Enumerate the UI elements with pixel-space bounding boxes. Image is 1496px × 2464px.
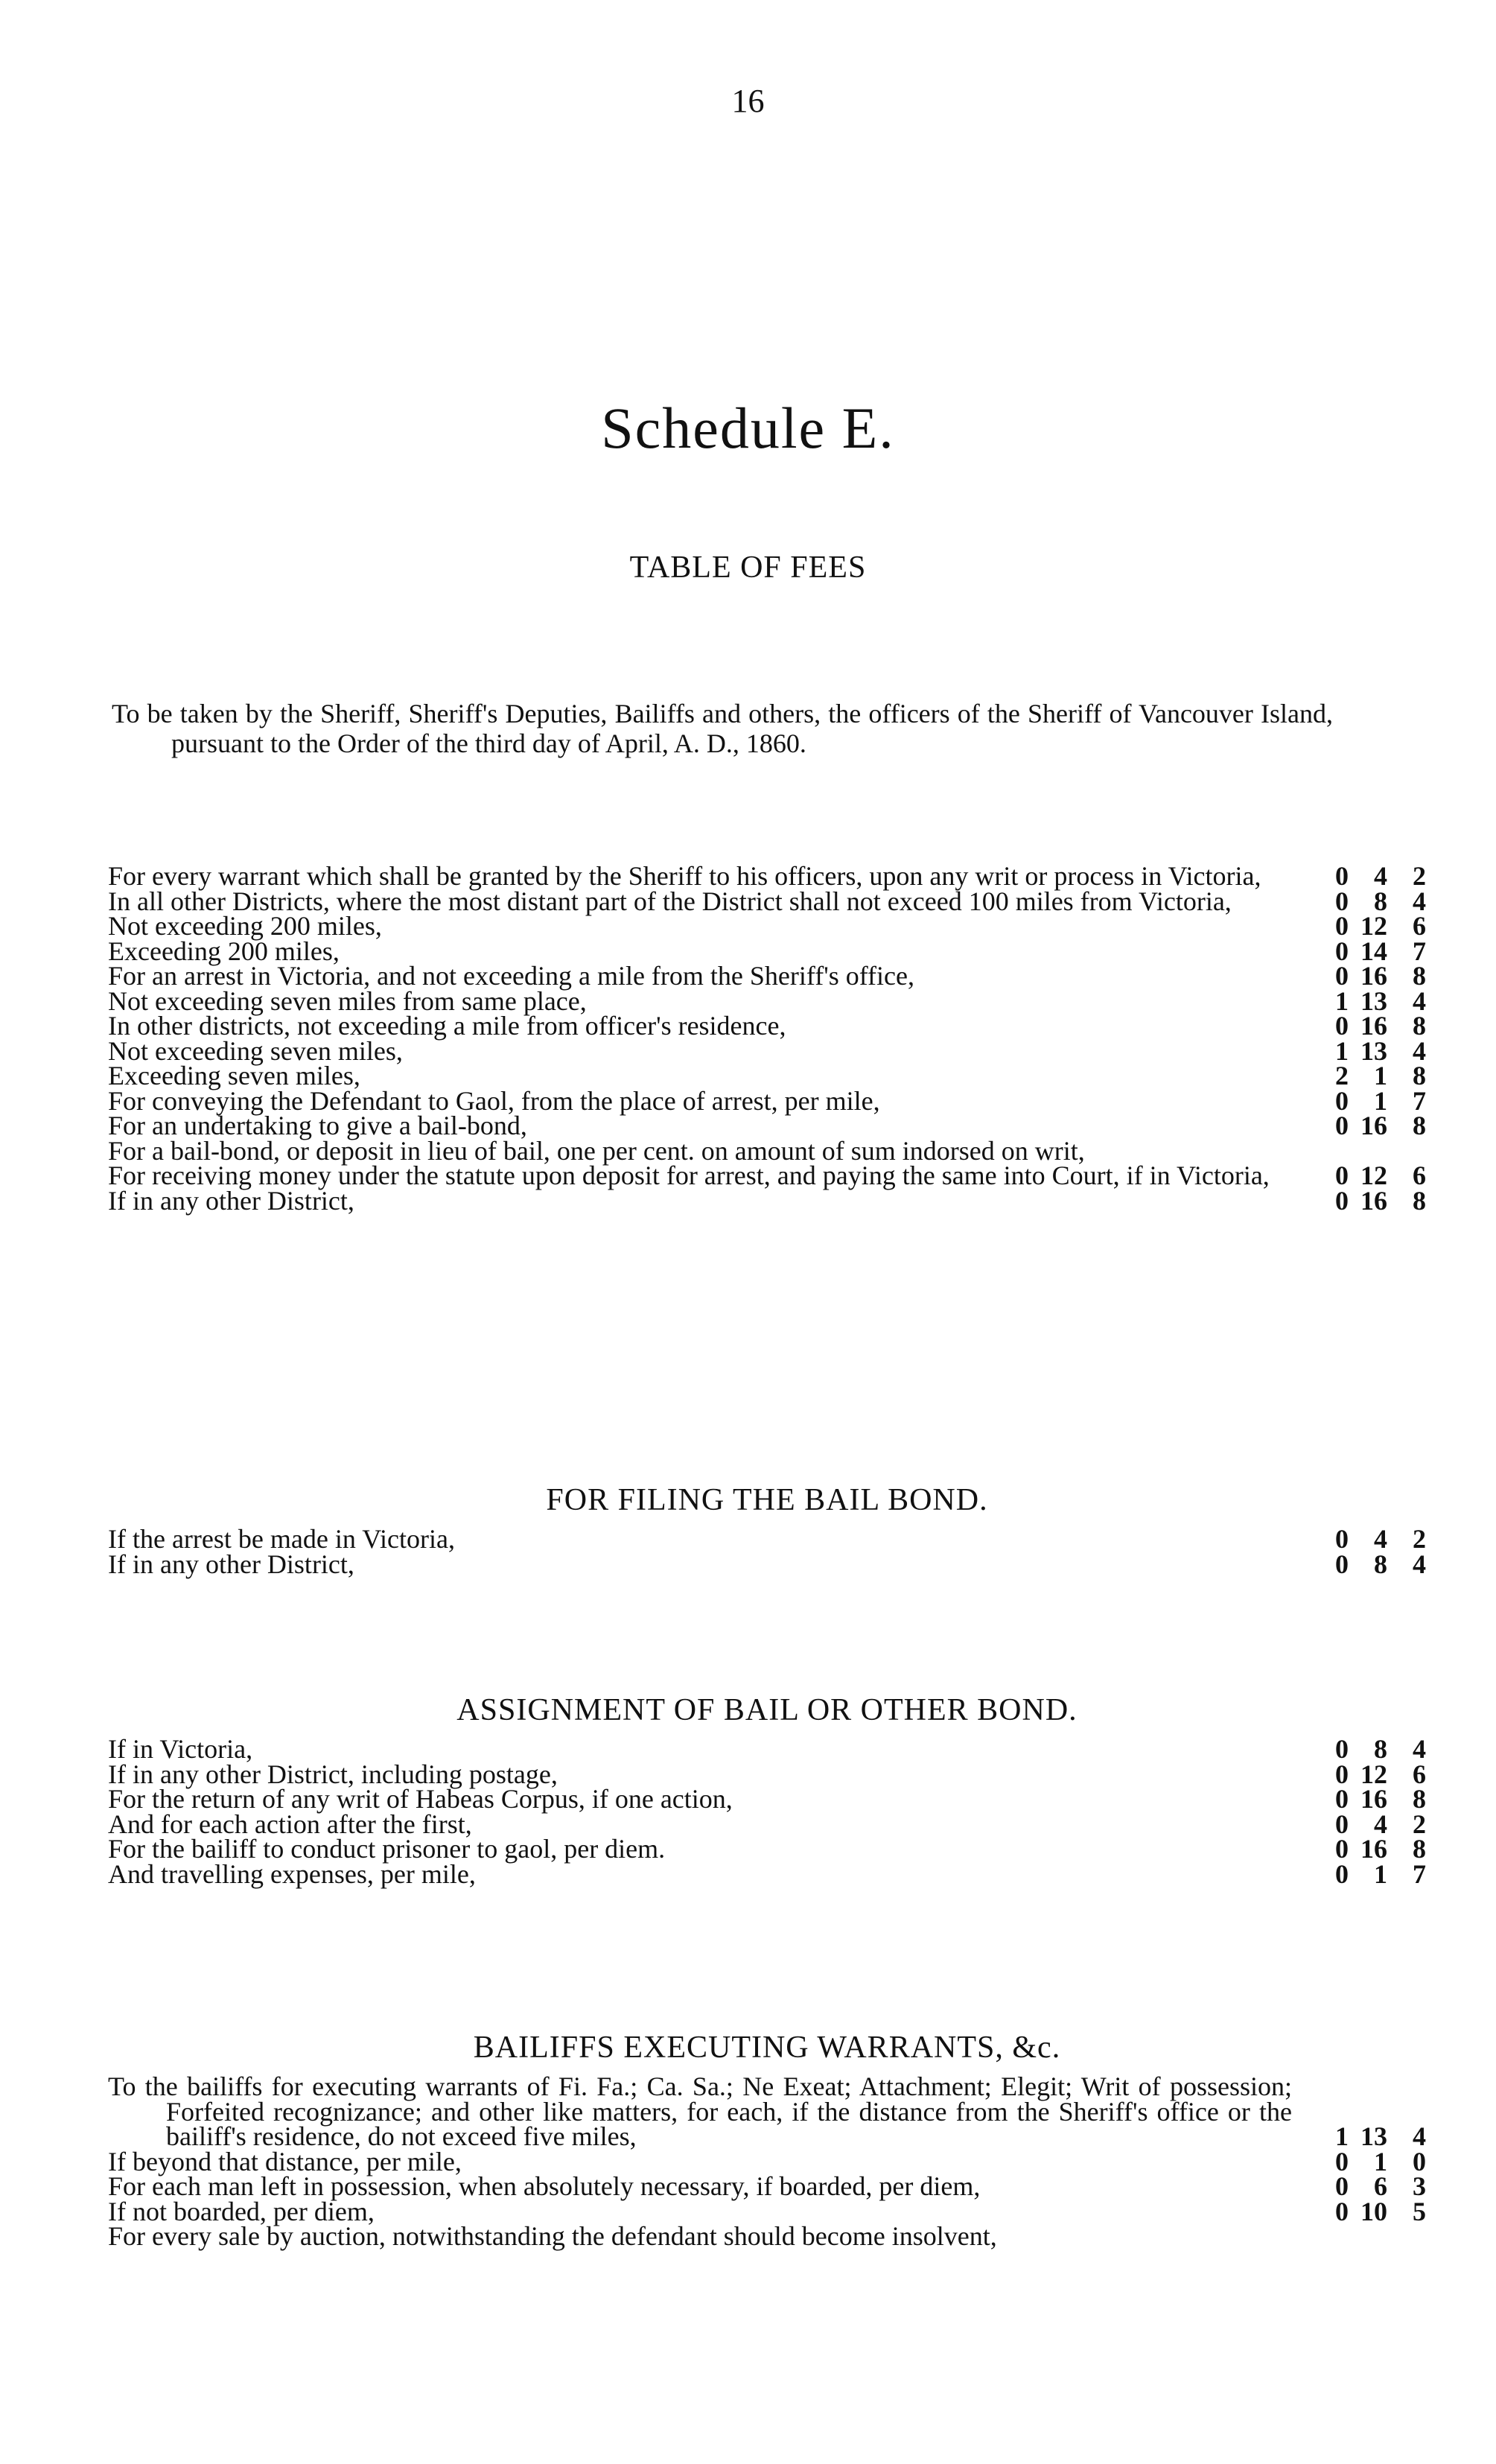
fee-pence: 4 — [1413, 1734, 1426, 1764]
fee-description: For the return of any writ of Habeas Corpus, if one action, — [108, 1784, 733, 1814]
fee-pounds: 1 — [1335, 1035, 1349, 1066]
fee-pence: 7 — [1413, 936, 1426, 966]
fee-description: For the bailiff to conduct prisoner to gaol, per diem. — [108, 1834, 666, 1864]
fee-description: And for each action after the first, — [108, 1809, 472, 1839]
fee-description: For each man left in possession, when absolutely necessary, if boarded, per diem, — [108, 2171, 981, 2201]
fee-pounds: 0 — [1335, 1784, 1349, 1814]
fee-shillings: 12 — [1360, 1160, 1387, 1190]
fee-pence: 4 — [1413, 985, 1426, 1016]
fee-row — [108, 861, 1426, 891]
fee-description: To the bailiffs for executing warrants of Fi. Fa.; Ca. Sa.; Ne Exeat; Attachment; Elegit; Writ of possession; Forfeited recognizance; and other like matters, for each, if the distance from the Sheriff's office or the bailiff's residence, do not exceed five miles, — [108, 2071, 1292, 2151]
fee-shillings: 12 — [1360, 911, 1387, 941]
fee-shillings: 16 — [1360, 961, 1387, 991]
fee-amount — [1292, 2196, 1426, 2226]
fee-amount — [1292, 886, 1426, 916]
fee-row — [108, 1834, 1426, 1864]
fee-amount — [1292, 2171, 1426, 2201]
fee-shillings: 4 — [1374, 861, 1387, 891]
fees-section-bail-bond — [108, 1482, 1426, 1577]
fee-amount — [1292, 1061, 1426, 1090]
fee-row — [108, 2071, 1426, 2151]
fee-description: In other districts, not exceeding a mile from officer's residence, — [108, 1011, 786, 1041]
fee-amount — [1292, 1524, 1426, 1554]
section-heading: BAILIFFS EXECUTING WARRANTS, &c. — [473, 2030, 1061, 2065]
fee-shillings: 1 — [1374, 1858, 1387, 1889]
fee-shillings: 13 — [1360, 2121, 1387, 2151]
fee-pounds: 0 — [1335, 861, 1349, 891]
fee-amount — [1292, 1734, 1426, 1764]
fee-shillings: 1 — [1374, 2146, 1387, 2176]
fee-pence: 8 — [1413, 1834, 1426, 1864]
fee-pence: 8 — [1413, 1061, 1426, 1090]
fee-shillings: 8 — [1374, 1734, 1387, 1764]
fee-pounds: 0 — [1335, 1185, 1349, 1216]
fee-amount — [1292, 1111, 1426, 1140]
fee-row — [108, 886, 1426, 916]
fee-pounds: 0 — [1335, 1549, 1349, 1579]
fee-row — [108, 2171, 1426, 2201]
fee-pounds: 0 — [1335, 936, 1349, 966]
fee-rows — [108, 1734, 1426, 1889]
fee-pence: 3 — [1413, 2171, 1426, 2201]
fee-row — [108, 1085, 1426, 1116]
fee-row — [108, 1185, 1426, 1216]
fee-pence: 8 — [1413, 961, 1426, 991]
fee-shillings: 4 — [1374, 1524, 1387, 1554]
fee-pounds: 0 — [1335, 1160, 1349, 1190]
fee-pence: 8 — [1413, 1185, 1426, 1216]
fee-description: If not boarded, per diem, — [108, 2196, 375, 2226]
fee-pounds: 0 — [1335, 1759, 1349, 1789]
fee-amount — [1292, 1784, 1426, 1814]
fee-pence: 0 — [1413, 2146, 1426, 2176]
fee-shillings: 4 — [1374, 1809, 1387, 1839]
fee-pounds: 0 — [1335, 1858, 1349, 1889]
fee-pence: 4 — [1413, 2121, 1426, 2151]
fee-description: If beyond that distance, per mile, — [108, 2146, 462, 2176]
fee-row — [108, 961, 1426, 991]
fee-shillings: 13 — [1360, 985, 1387, 1016]
fee-description: For a bail-bond, or deposit in lieu of bail, one per cent. on amount of sum indorsed on writ, — [108, 1135, 1085, 1166]
fee-description: For an arrest in Victoria, and not exceeding a mile from the Sheriff's office, — [108, 961, 914, 991]
fee-row — [108, 1858, 1426, 1889]
fee-pounds: 1 — [1335, 2121, 1349, 2151]
fee-shillings: 1 — [1374, 1085, 1387, 1116]
fees-section-bailiffs — [108, 2030, 1426, 2249]
fee-pence: 2 — [1413, 861, 1426, 891]
fee-amount — [1292, 1085, 1426, 1116]
fee-pounds: 0 — [1335, 1809, 1349, 1839]
fee-shillings: 16 — [1360, 1011, 1387, 1041]
fee-amount — [1292, 861, 1426, 891]
fee-row — [108, 1734, 1426, 1764]
fee-row — [108, 1035, 1426, 1066]
fee-row — [108, 1759, 1426, 1789]
fee-description: If in Victoria, — [108, 1734, 253, 1764]
fee-row — [108, 1809, 1426, 1839]
fee-amount — [1292, 1858, 1426, 1889]
fee-row — [108, 1135, 1426, 1166]
fee-row — [108, 2146, 1426, 2176]
fee-description: If in any other District, — [108, 1185, 354, 1216]
fee-shillings: 14 — [1360, 936, 1387, 966]
fee-pence: 2 — [1413, 1809, 1426, 1839]
fee-pounds: 0 — [1335, 2171, 1349, 2201]
page-number: 16 — [731, 83, 765, 119]
fee-row — [108, 1524, 1426, 1554]
fee-rows — [108, 1524, 1426, 1579]
fee-pounds: 0 — [1335, 2196, 1349, 2226]
fee-amount — [1292, 1035, 1426, 1066]
fee-pounds: 0 — [1335, 1085, 1349, 1116]
fee-row — [108, 1160, 1426, 1190]
fee-description: Exceeding 200 miles, — [108, 936, 340, 966]
fee-amount — [1292, 1185, 1426, 1216]
fee-description: For conveying the Defendant to Gaol, from the place of arrest, per mile, — [108, 1085, 880, 1116]
fee-amount — [1292, 1759, 1426, 1789]
fee-pounds: 0 — [1335, 1111, 1349, 1140]
fee-description: Not exceeding 200 miles, — [108, 911, 382, 941]
fee-amount — [1292, 961, 1426, 991]
fee-pence: 5 — [1413, 2196, 1426, 2226]
fee-shillings: 12 — [1360, 1759, 1387, 1789]
fee-pounds: 0 — [1335, 1734, 1349, 1764]
table-of-fees-subtitle: TABLE OF FEES — [629, 550, 867, 585]
fee-description: If the arrest be made in Victoria, — [108, 1524, 455, 1554]
fee-row — [108, 1061, 1426, 1090]
fee-amount — [1292, 1011, 1426, 1041]
fee-pounds: 0 — [1335, 1011, 1349, 1041]
fee-pounds: 0 — [1335, 911, 1349, 941]
fee-pounds: 0 — [1335, 961, 1349, 991]
fee-description: In all other Districts, where the most distant part of the District shall not exceed 100 miles from Victoria, — [108, 886, 1232, 916]
section-heading: ASSIGNMENT OF BAIL OR OTHER BOND. — [456, 1693, 1078, 1727]
fee-shillings: 10 — [1360, 2196, 1387, 2226]
fee-shillings: 13 — [1360, 1035, 1387, 1066]
fee-pence: 4 — [1413, 1035, 1426, 1066]
fee-rows — [108, 2071, 1426, 2251]
fee-row — [108, 2196, 1426, 2226]
fee-amount — [1292, 1549, 1426, 1579]
fee-pounds: 0 — [1335, 2146, 1349, 2176]
fee-shillings: 16 — [1360, 1784, 1387, 1814]
fee-amount — [1292, 911, 1426, 941]
fee-description: If in any other District, — [108, 1549, 354, 1579]
fee-pence: 7 — [1413, 1085, 1426, 1116]
fee-shillings: 8 — [1374, 886, 1387, 916]
schedule-title: Schedule E. — [601, 396, 895, 460]
fee-pence: 6 — [1413, 1759, 1426, 1789]
fee-pounds: 2 — [1335, 1061, 1349, 1090]
fee-pounds: 1 — [1335, 985, 1349, 1016]
fee-amount — [1292, 936, 1426, 966]
fee-description: If in any other District, including postage, — [108, 1759, 558, 1789]
fee-description: For every warrant which shall be granted by the Sheriff to his officers, upon any writ or process in Victoria, — [108, 861, 1261, 891]
fee-row — [108, 1011, 1426, 1041]
fee-row — [108, 1784, 1426, 1814]
fee-rows — [108, 861, 1426, 1216]
fee-pence: 4 — [1413, 886, 1426, 916]
fee-shillings: 16 — [1360, 1834, 1387, 1864]
fee-description: Exceeding seven miles, — [108, 1061, 360, 1090]
fee-pounds: 0 — [1335, 1524, 1349, 1554]
fee-amount — [1292, 1834, 1426, 1864]
fees-section-assignment — [108, 1692, 1426, 1887]
fee-amount — [1292, 985, 1426, 1016]
fee-row — [108, 985, 1426, 1016]
fee-pence: 6 — [1413, 911, 1426, 941]
fee-row — [108, 911, 1426, 941]
fee-pence: 8 — [1413, 1784, 1426, 1814]
fee-pence: 8 — [1413, 1011, 1426, 1041]
fee-row — [108, 2221, 1426, 2251]
intro-paragraph: To be taken by the Sheriff, Sheriff's Deputies, Bailiffs and others, the officers of the Sheriff of Vancouver Island, pursuant to the Order of the third day of April, A. D., 1860. — [112, 699, 1333, 758]
fee-amount — [1292, 2121, 1426, 2151]
fee-pence: 7 — [1413, 1858, 1426, 1889]
fee-shillings: 8 — [1374, 1549, 1387, 1579]
section-heading: FOR FILING THE BAIL BOND. — [546, 1483, 988, 1517]
fee-shillings: 1 — [1374, 1061, 1387, 1090]
fee-row — [108, 1549, 1426, 1579]
fee-description: For an undertaking to give a bail-bond, — [108, 1111, 527, 1140]
fee-pence: 4 — [1413, 1549, 1426, 1579]
fee-description: Not exceeding seven miles from same place, — [108, 985, 587, 1016]
fee-shillings: 16 — [1360, 1111, 1387, 1140]
fee-pounds: 0 — [1335, 886, 1349, 916]
fee-row — [108, 1111, 1426, 1140]
fee-shillings: 6 — [1374, 2171, 1387, 2201]
fee-row — [108, 936, 1426, 966]
fee-amount — [1292, 1160, 1426, 1190]
fees-section-general — [108, 861, 1426, 1216]
fee-pence: 6 — [1413, 1160, 1426, 1190]
fee-pence: 2 — [1413, 1524, 1426, 1554]
fee-pence: 8 — [1413, 1111, 1426, 1140]
fee-shillings: 16 — [1360, 1185, 1387, 1216]
fee-description: For receiving money under the statute upon deposit for arrest, and paying the same into Court, if in Victoria, — [108, 1160, 1270, 1190]
fee-pounds: 0 — [1335, 1834, 1349, 1864]
fee-amount — [1292, 2146, 1426, 2176]
fee-description: For every sale by auction, notwithstanding the defendant should become insolvent, — [108, 2221, 997, 2251]
fee-description: And travelling expenses, per mile, — [108, 1858, 476, 1889]
fee-amount — [1292, 1809, 1426, 1839]
fee-description: Not exceeding seven miles, — [108, 1035, 403, 1066]
